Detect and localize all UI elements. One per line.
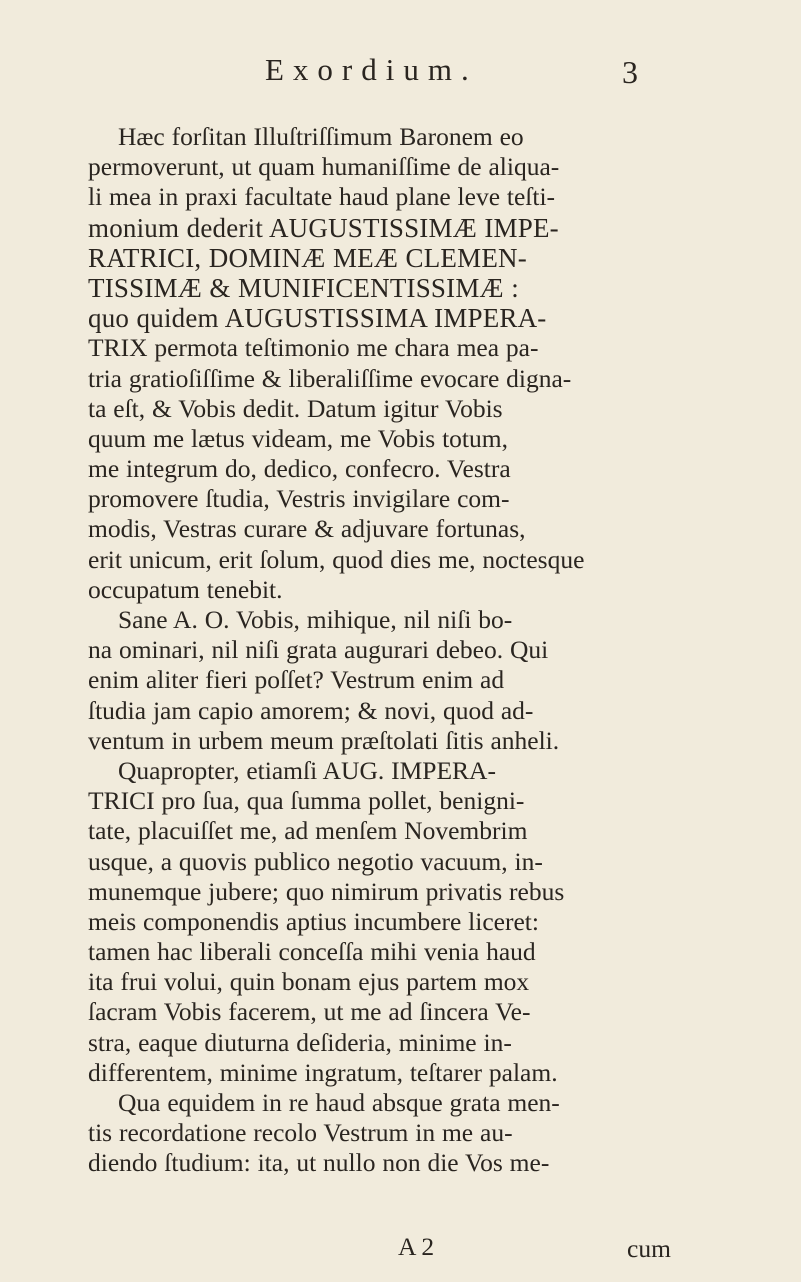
text-line: TISSIMÆ & MUNIFICENTISSIMÆ : bbox=[88, 272, 519, 303]
text-line: tamen hac liberali conceſſa mihi venia haud bbox=[88, 937, 536, 967]
text-line: promovere ſtudia, Vestris invigilare com- bbox=[88, 484, 510, 514]
catchline bbox=[0, 1232, 801, 1266]
text-line: Hæc forſitan Illuſtriſſimum Baronem eo bbox=[118, 122, 524, 151]
text-line: ſacram Vobis facerem, ut me ad ſincera Ve- bbox=[88, 997, 531, 1027]
text-line: TRICI pro ſua, qua ſumma pollet, benigni- bbox=[88, 786, 525, 816]
running-head bbox=[0, 16, 801, 90]
text-line: stra, eaque diuturna deſideria, minime in- bbox=[88, 1027, 512, 1057]
text-line: diendo ſtudium: ita, ut nullo non die Vos me- bbox=[88, 1148, 550, 1178]
text-line: ſtudia jam capio amorem; & novi, quod ad- bbox=[88, 695, 534, 725]
text-line: usque, a quovis publico negotio vacuum, in- bbox=[88, 846, 543, 876]
page-number: 3 bbox=[622, 54, 638, 90]
body-text bbox=[88, 122, 778, 1179]
text-line: tria gratioſiſſime & liberaliſſime evocare digna- bbox=[88, 363, 572, 393]
text-line: tis recordatione recolo Vestrum in me au- bbox=[88, 1118, 513, 1148]
text-line: li mea in praxi facultate haud plane leve teſti- bbox=[88, 182, 556, 212]
text-line: differentem, minime ingratum, teſtarer palam. bbox=[88, 1057, 558, 1087]
text-line: tate, placuiſſet me, ad menſem Novembrim bbox=[88, 816, 528, 846]
text-line: TRIX permota teſtimonio me chara mea pa- bbox=[88, 333, 539, 363]
text-line: na ominari, nil niſi grata augurari debeo. Qui bbox=[88, 635, 549, 665]
text-line: ventum in urbem meum præſtolati ſitis anheli. bbox=[88, 725, 560, 755]
text-line: RATRICI, DOMINÆ MEÆ CLEMEN- bbox=[88, 242, 527, 273]
text-line: erit unicum, erit ſolum, quod dies me, noctesque bbox=[88, 544, 585, 574]
signature-mark: A 2 bbox=[398, 1232, 435, 1261]
text-line: occupatum tenebit. bbox=[88, 574, 283, 604]
text-line: quo quidem AUGUSTISSIMA IMPERA- bbox=[88, 303, 547, 334]
text-line: monium dederit AUGUSTISSIMÆ IMPE- bbox=[88, 212, 559, 243]
text-line: permoverunt, ut quam humaniſſime de aliqua- bbox=[88, 152, 560, 182]
text-line: meis componendis aptius incumbere liceret: bbox=[88, 906, 539, 936]
text-line: ita frui volui, quin bonam ejus partem mox bbox=[88, 967, 530, 997]
text-line: ta eſt, & Vobis dedit. Datum igitur Vobis bbox=[88, 393, 503, 423]
text-line: enim aliter fieri poſſet? Vestrum enim ad bbox=[88, 665, 505, 695]
text-line: Quapropter, etiamſi AUG. IMPERA- bbox=[118, 755, 496, 785]
text-line: munemque jubere; quo nimirum privatis rebus bbox=[88, 876, 565, 906]
running-title: Exordium. bbox=[265, 52, 478, 87]
text-line: quum me lætus videam, me Vobis totum, bbox=[88, 423, 508, 453]
text-line: me integrum do, dedico, confecro. Vestra bbox=[88, 454, 511, 484]
text-line: Qua equidem in re haud absque grata men- bbox=[118, 1088, 560, 1117]
text-line: modis, Vestras curare & adjuvare fortunas, bbox=[88, 514, 526, 544]
text-line: Sane A. O. Vobis, mihique, nil niſi bo- bbox=[118, 605, 513, 634]
catchword: cum bbox=[627, 1234, 671, 1263]
